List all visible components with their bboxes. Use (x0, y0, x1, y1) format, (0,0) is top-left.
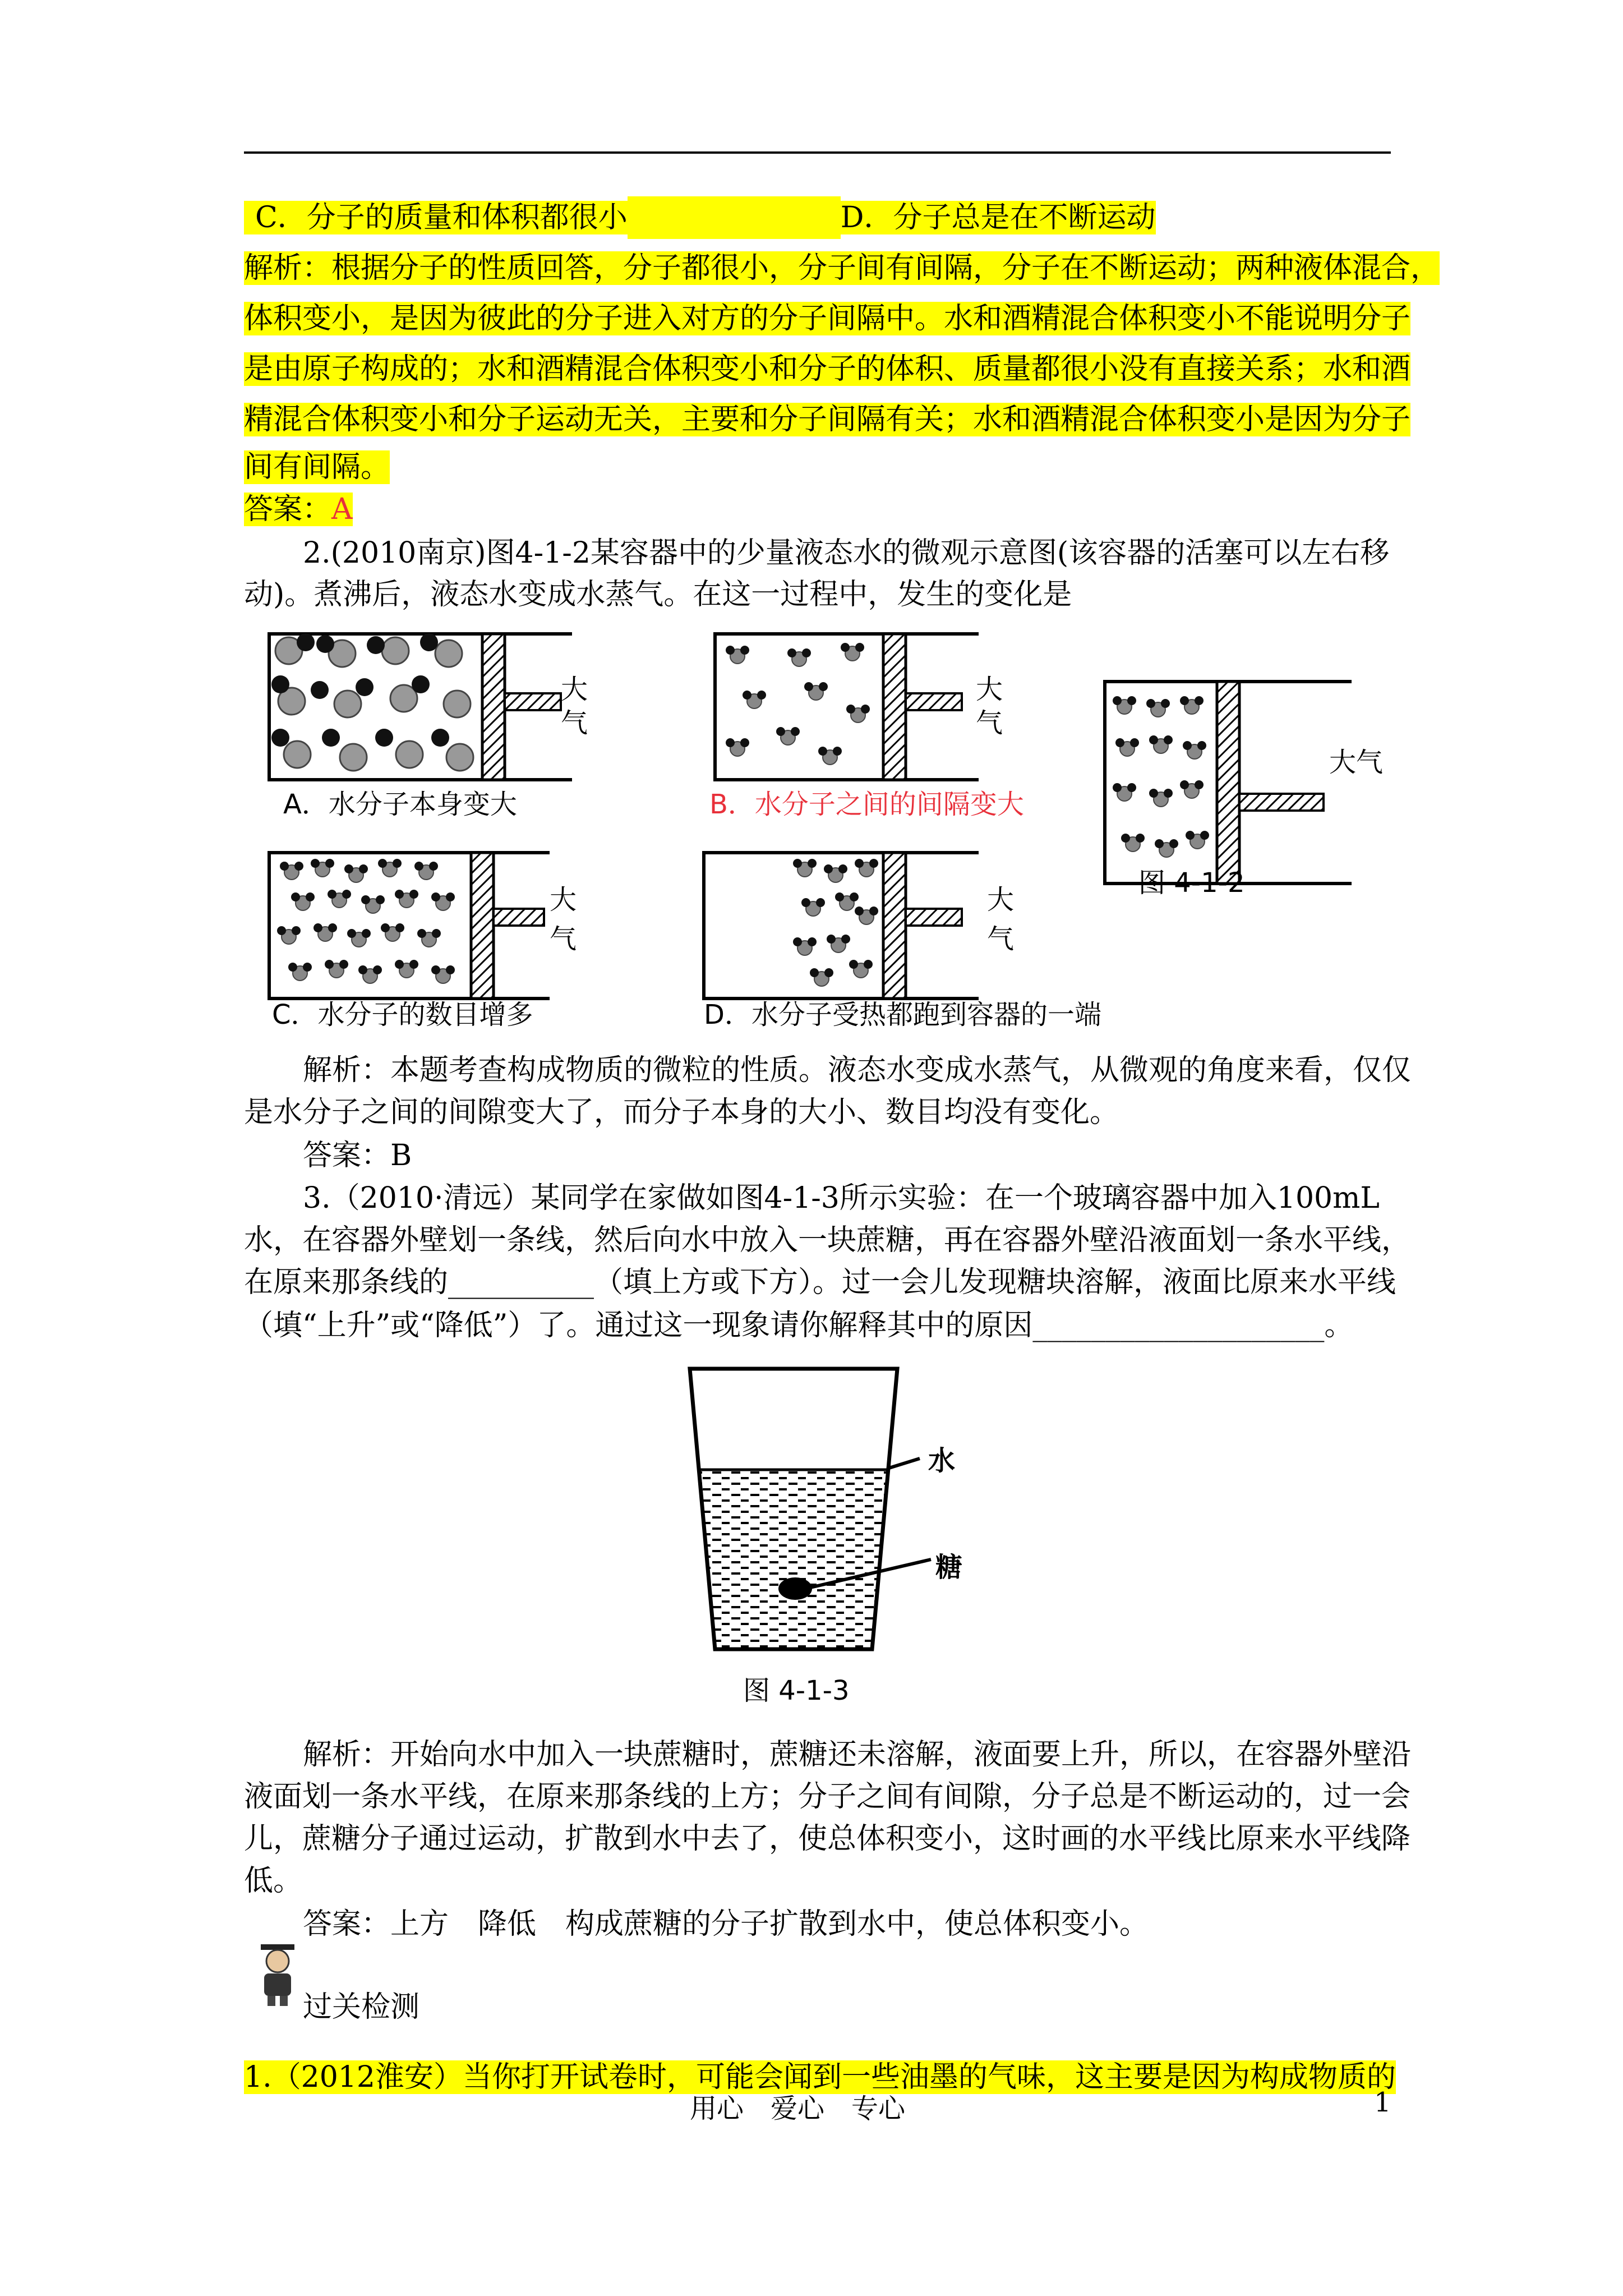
q2-analysis-1: 解析：本题考查构成物质的微粒的性质。液态水变成水蒸气，从微观的角度来看，仅仅 (303, 1053, 1412, 1087)
q1-option-c: C．分子的质量和体积都很小 (244, 201, 628, 234)
page-number: 1 (1374, 2087, 1391, 2118)
figure-4-1-3 (673, 1358, 987, 1672)
q3-analysis-1: 解析：开始向水中加入一块蔗糖时，蔗糖还未溶解，液面要上升，所以，在容器外壁沿 (303, 1738, 1412, 1772)
option-d-atm-2: 气 (987, 923, 1015, 955)
section-title: 过关检测 (303, 1990, 420, 2024)
option-a-container (269, 633, 572, 780)
q3-stem-2: 水，在容器外壁划一条线，然后向水中放入一块蔗糖，再在容器外壁沿液面划一条水平线， (244, 1223, 1411, 1257)
option-c-label: C．水分子的数目增多 (272, 999, 533, 1030)
q2-stem-1: 2.(2010南京)图4-1-2某容器中的少量液态水的微观示意图(该容器的活塞可以左右移 (303, 536, 1390, 570)
q3-stem-1: 3.（2010·清远）某同学在家做如图4-1-3所示实验：在一个玻璃容器中加入100mL (303, 1181, 1380, 1215)
option-c-atm-1: 大 (550, 884, 577, 915)
q3-analysis-2: 液面划一条水平线，在原来那条线的上方；分子之间有间隙，分子总是不断运动的，过一会 (244, 1780, 1411, 1814)
header-rule (244, 151, 1391, 154)
q3-stem-3: 在原来那条线的__________（填上方或下方）。过一会儿发现糖块溶解，液面比原来水平线 (244, 1266, 1396, 1299)
q1-analysis-3: 是由原子构成的；水和酒精混合体积变小和分子的体积、质量都很小没有直接关系；水和酒 (244, 352, 1411, 386)
q1-analysis-1: 解析：根据分子的性质回答，分子都很小，分子间有间隔，分子在不断运动；两种液体混合， (244, 251, 1440, 285)
q3-stem-4: （填“上升”或“降低”）了。通过这一现象请你解释其中的原因____________________。 (244, 1309, 1354, 1342)
reference-atm: 大气 (1329, 747, 1384, 778)
student-icon (255, 1941, 300, 2008)
reference-container (1105, 682, 1352, 884)
option-a-atm-1: 大 (561, 674, 588, 705)
option-d-atm-1: 大 (987, 884, 1015, 915)
q1-answer: 答案：A (244, 493, 353, 526)
q2-stem-2: 动)。煮沸后，液态水变成水蒸气。在这一过程中，发生的变化是 (244, 578, 1072, 611)
option-d-label: D．水分子受热都跑到容器的一端 (704, 999, 1101, 1030)
sugar-label: 糖 (935, 1552, 963, 1583)
q1-analysis-2: 体积变小，是因为彼此的分子进入对方的分子间隔中。水和酒精混合体积变小不能说明分子 (244, 302, 1411, 335)
figure-4-1-2 (258, 623, 1413, 1038)
water-label: 水 (928, 1445, 956, 1476)
figure-4-1-3-caption: 图 4-1-3 (743, 1675, 850, 1706)
option-a-atm-2: 气 (561, 707, 588, 739)
option-b-container (715, 634, 979, 780)
option-b-label: B．水分子之间的间隔变大 (709, 789, 1024, 820)
q2-answer: 答案：B (303, 1139, 412, 1172)
q1-option-d: D．分子总是在不断运动 (840, 201, 1156, 234)
option-b-atm-2: 气 (976, 707, 1003, 739)
q1-options-row (244, 196, 1391, 239)
option-b-atm-1: 大 (976, 674, 1003, 705)
option-c-atm-2: 气 (550, 923, 577, 955)
q1-analysis-5: 间有间隔。 (244, 450, 390, 484)
option-d-container (704, 853, 979, 999)
q3-analysis-3: 儿，蔗糖分子通过运动，扩散到水中去了，使总体积变小，这时画的水平线比原来水平线降 (244, 1822, 1411, 1856)
footer-motto: 用心 爱心 专心 (690, 2093, 906, 2124)
option-c-container (269, 853, 550, 999)
option-a-label: A．水分子本身变大 (283, 789, 517, 820)
q3-analysis-4: 低。 (244, 1864, 303, 1898)
next-question: 1.（2012淮安）当你打开试卷时，可能会闻到一些油墨的气味，这主要是因为构成物质的 (244, 2060, 1396, 2094)
figure-4-1-2-caption: 图 4-1-2 (1138, 867, 1245, 899)
q1-analysis-4: 精混合体积变小和分子运动无关，主要和分子间隔有关；水和酒精混合体积变小是因为分子 (244, 403, 1411, 436)
q3-answer: 答案：上方 降低 构成蔗糖的分子扩散到水中，使总体积变小。 (303, 1907, 1149, 1941)
q2-analysis-2: 是水分子之间的间隙变大了，而分子本身的大小、数目均没有变化。 (244, 1096, 1119, 1129)
